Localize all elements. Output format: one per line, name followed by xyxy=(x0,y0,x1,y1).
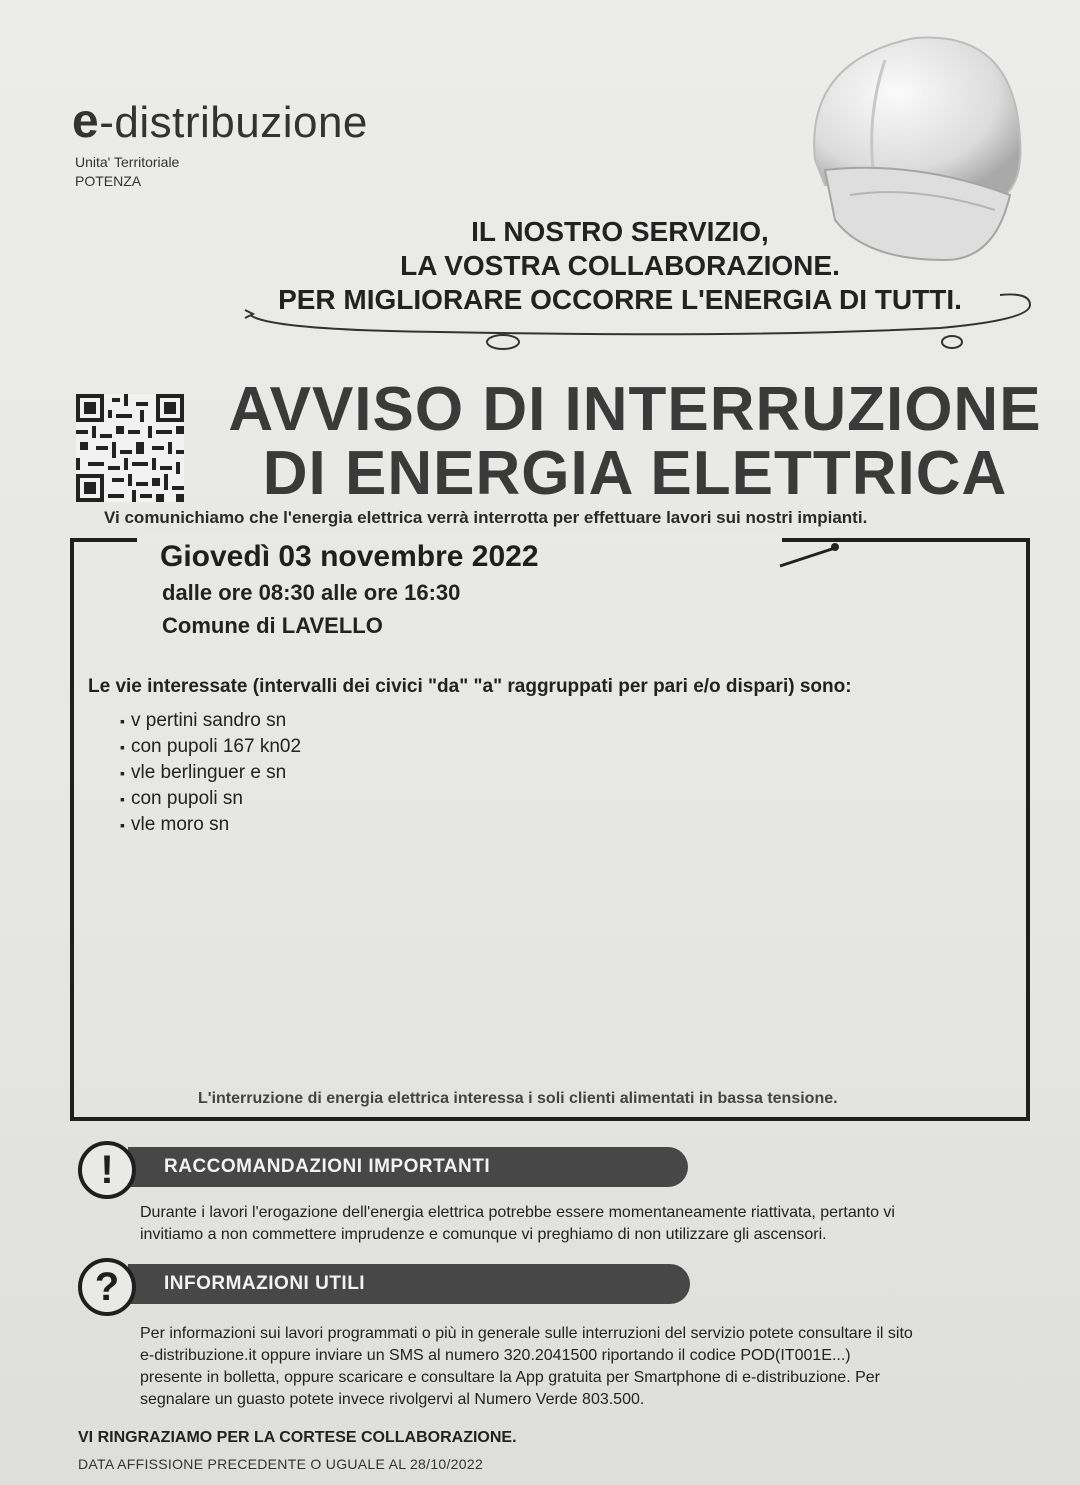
list-item: ▪ con pupoli 167 kn02 xyxy=(120,734,301,760)
question-icon: ? xyxy=(78,1258,136,1316)
info-heading: INFORMAZIONI UTILI xyxy=(128,1264,690,1304)
thanks-text: VI RINGRAZIAMO PER LA CORTESE COLLABORAZIONE. xyxy=(78,1429,517,1446)
info-text: Per informazioni sui lavori programmati o più in generale sulle interruzioni del servizio potete consultare il sito e-distribuzione.it oppure inviare un SMS al numero 320.2041500 riportando il codice POD(IT001E...) presente in bolletta, oppure scaricare e consultare la App gratuita per Smartphone di e-distribuzione. Per segnalare un guasto potete invece rivolgervi al Numero Verde 803.500. xyxy=(140,1325,913,1408)
outage-date: Giovedì 03 novembre 2022 xyxy=(160,540,539,573)
page-title: AVVISO DI INTERRUZIONE DI ENERGIA ELETTRICA xyxy=(228,375,1042,508)
cable-decoration xyxy=(240,280,1050,360)
intro-text: Vi comunichiamo che l'energia elettrica verrà interrotta per effettuare lavori sui nostri impianti. xyxy=(104,508,868,527)
territorial-unit: Unita' Territoriale POTENZA xyxy=(75,154,180,189)
list-item: ▪ v pertini sandro sn xyxy=(120,708,301,734)
brand-logo: e-distribuzione xyxy=(72,95,368,148)
streets-heading: Le vie interessate (intervalli dei civici "da" "a" raggruppati per pari e/o dispari) sono: xyxy=(88,676,852,697)
list-item: ▪ con pupoli sn xyxy=(120,786,301,812)
list-item: ▪ vle moro sn xyxy=(120,812,301,838)
affixed-date: DATA AFFISSIONE PRECEDENTE O UGUALE AL 28/10/2022 xyxy=(78,1456,484,1472)
exclamation-icon: ! xyxy=(78,1141,136,1199)
qr-code[interactable] xyxy=(76,394,184,502)
recommendations-heading: RACCOMANDAZIONI IMPORTANTI xyxy=(128,1147,688,1187)
pin-decoration xyxy=(775,540,845,570)
recommendations-text: Durante i lavori l'erogazione dell'energia elettrica potrebbe essere momentaneamente riattivata, pertanto vi invitiamo a non commettere imprudenze e comunque vi preghiamo di non utilizzare gli ascensori. xyxy=(140,1204,895,1243)
outage-hours: dalle ore 08:30 alle ore 16:30 xyxy=(162,580,461,605)
slogan: IL NOSTRO SERVIZIO, LA VOSTRA COLLABORAZIONE. PER MIGLIORARE OCCORRE L'ENERGIA DI TUTTI. xyxy=(278,216,962,315)
list-item: ▪ vle berlinguer e sn xyxy=(120,760,301,786)
outage-comune: Comune di LAVELLO xyxy=(162,613,383,638)
low-voltage-note: L'interruzione di energia elettrica interessa i soli clienti alimentati in bassa tensione. xyxy=(198,1090,838,1107)
streets-list xyxy=(120,708,301,838)
